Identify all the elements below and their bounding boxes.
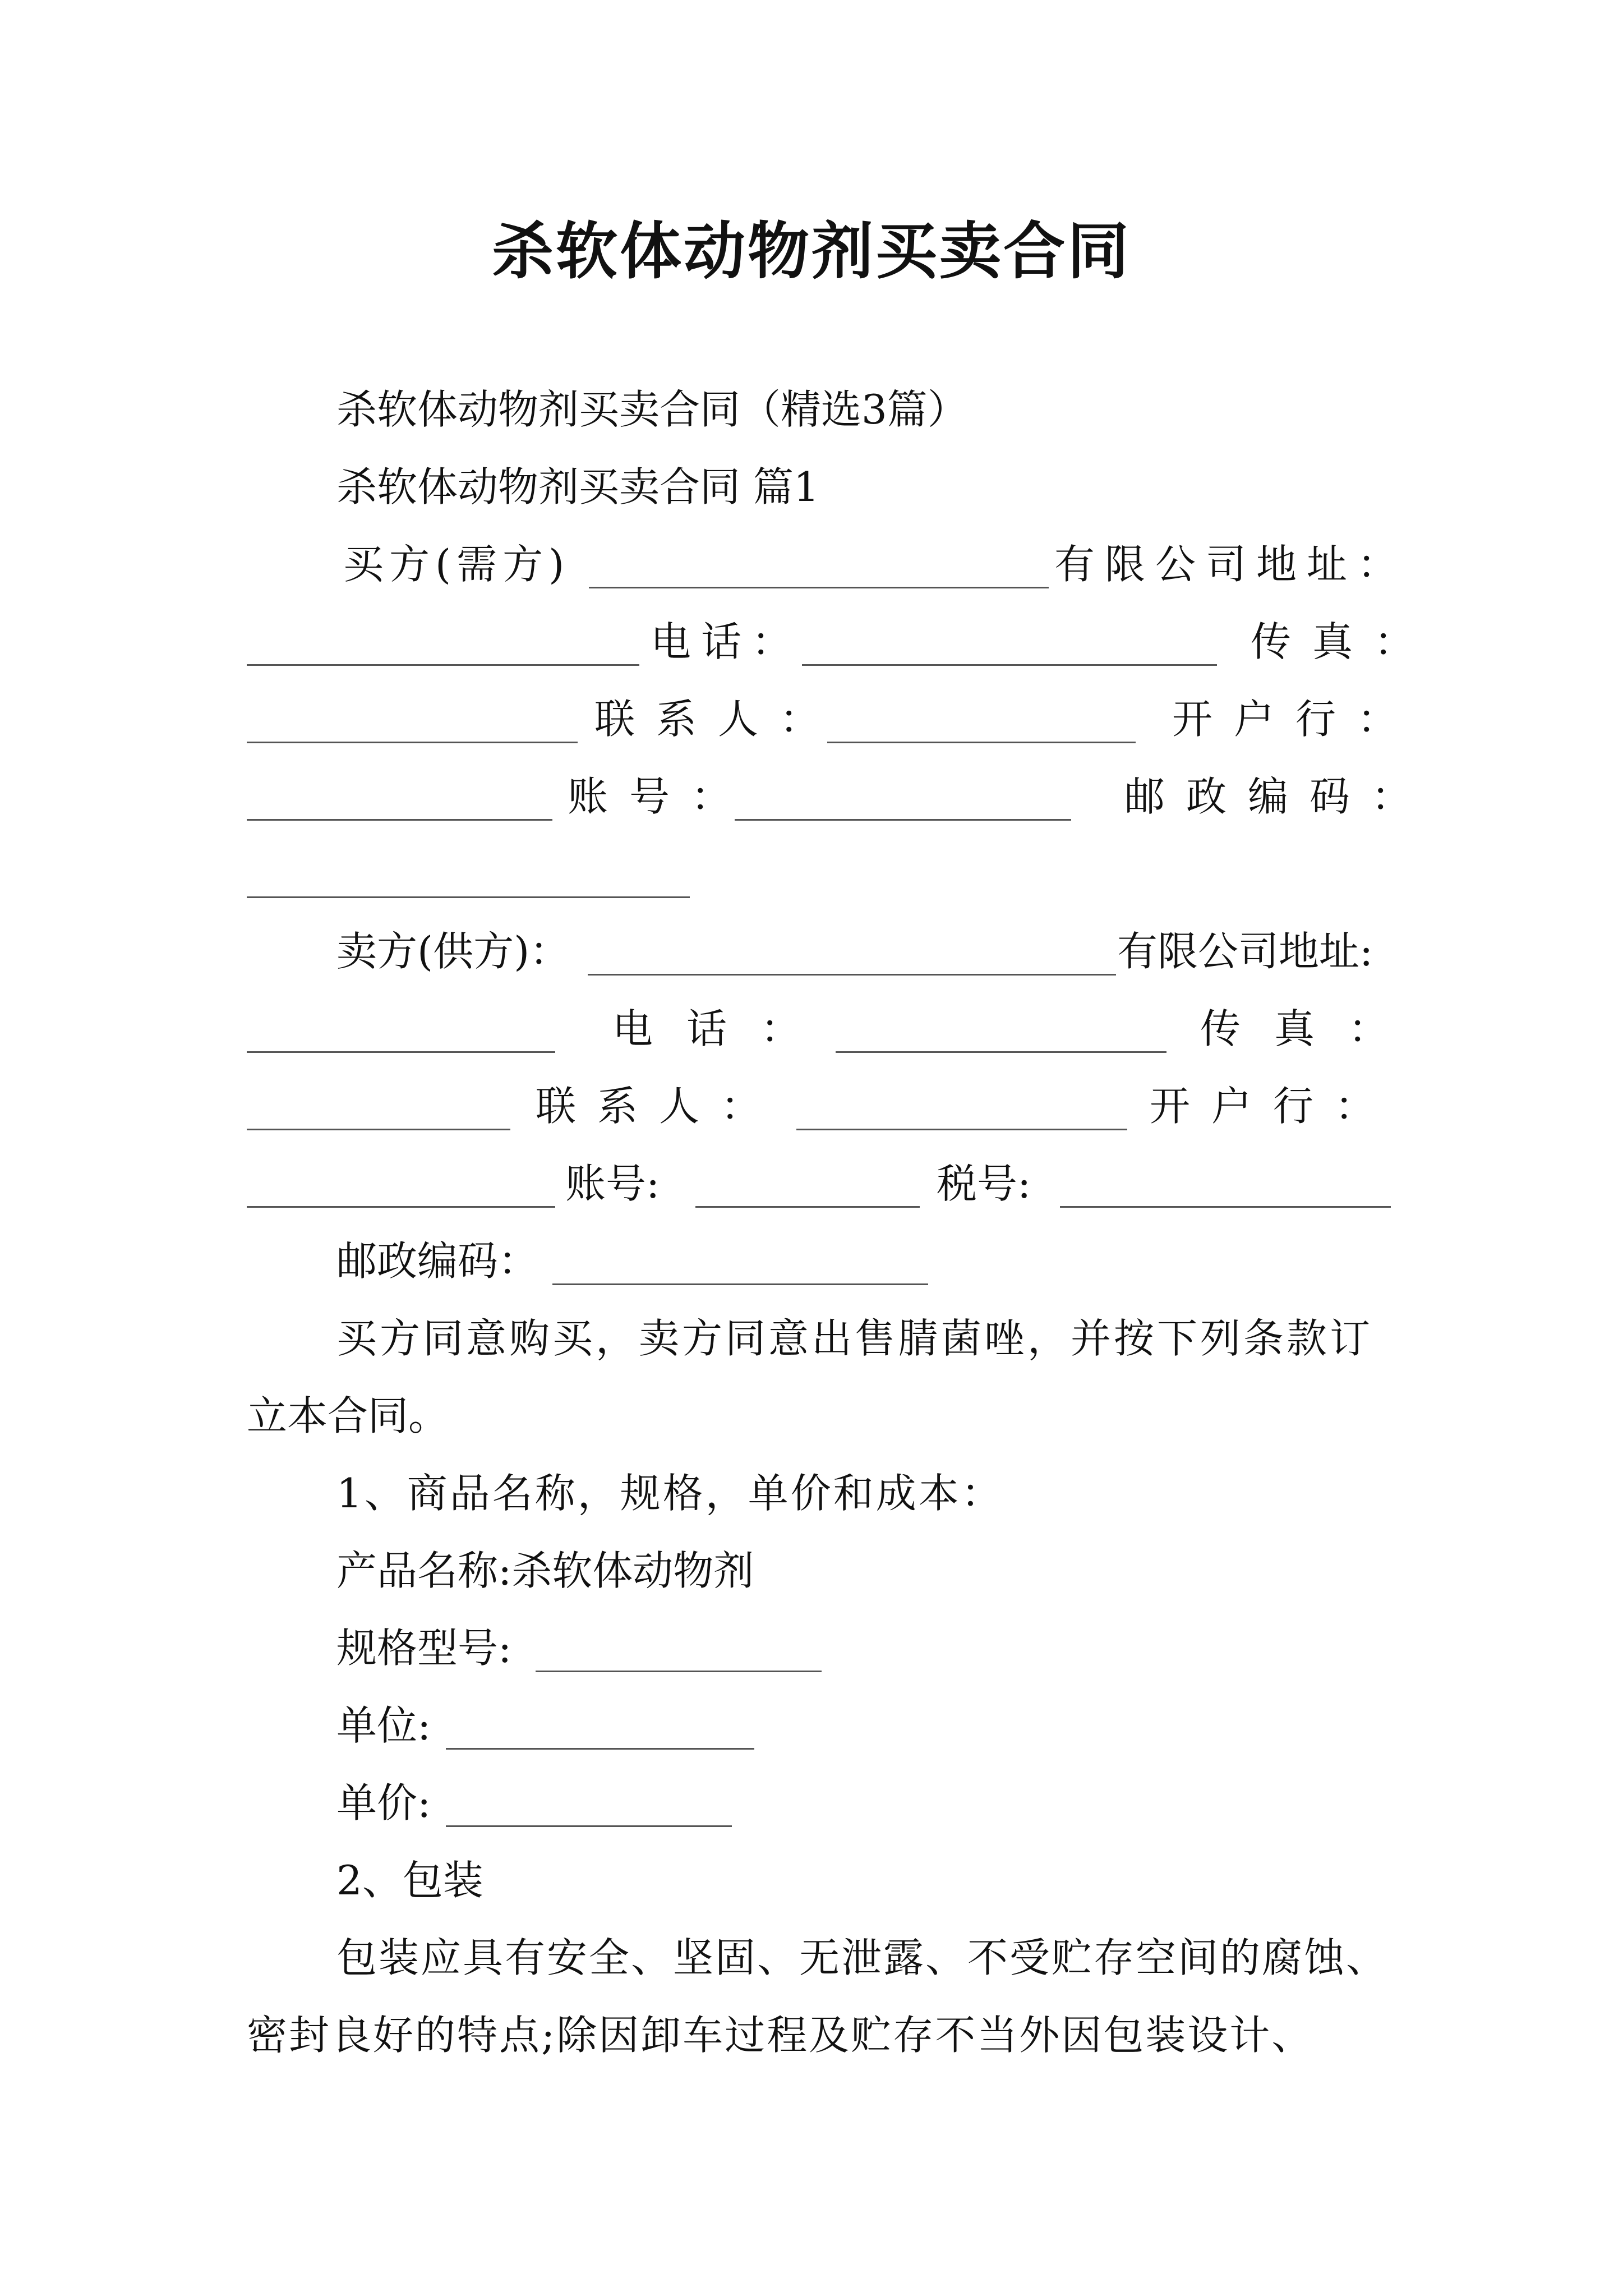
- seller-bank-blank: [247, 1206, 555, 1208]
- seller-contact-blank: [796, 1129, 1127, 1130]
- buyer-name-blank: [589, 587, 1049, 588]
- spec-label: 规格型号:: [336, 1625, 512, 1672]
- buyer-account-blank: [735, 819, 1071, 821]
- seller-fax-label: 传真：: [1200, 1005, 1423, 1052]
- buyer-postcode-label: 邮政编码：: [1124, 773, 1433, 820]
- buyer-contact-blank: [827, 742, 1136, 743]
- section-heading: 杀软体动物剂买卖合同 篇1: [336, 463, 819, 510]
- price-blank: [446, 1825, 732, 1827]
- seller-tax-blank: [1060, 1206, 1391, 1208]
- buyer-address-label: 有限公司地址：: [1054, 541, 1408, 588]
- buyer-phone-blank: [802, 664, 1217, 666]
- seller-postcode-label: 邮政编码：: [336, 1237, 539, 1285]
- seller-phone-blank: [836, 1051, 1166, 1053]
- product-name-line: 产品名称:杀软体动物剂: [336, 1547, 754, 1594]
- clause2-text-line2: 密封良好的特点;除因卸车过程及贮存不当外因包装设计、: [247, 2012, 1314, 2059]
- seller-postcode-blank: [552, 1283, 928, 1285]
- buyer-party-label: 买方(需方): [343, 541, 570, 588]
- seller-contact-label: 联系人：: [536, 1083, 783, 1130]
- seller-tax-label: 税号:: [937, 1160, 1031, 1207]
- buyer-phone-label: 电话：: [651, 618, 803, 665]
- seller-account-blank: [695, 1206, 920, 1208]
- buyer-bank-blank: [247, 819, 552, 821]
- seller-party-label: 卖方(供方)：: [336, 928, 570, 975]
- buyer-postcode-blank: [247, 896, 690, 898]
- clause2-text-line1: 包装应具有安全、坚固、无泄露、不受贮存空间的腐蚀、: [336, 1934, 1389, 1981]
- page-title: 杀软体动物剂买卖合同: [492, 215, 1131, 287]
- buyer-contact-label: 联系人：: [594, 696, 842, 743]
- agreement-text-line1: 买方同意购买，卖方同意出售腈菌唑，并按下列条款订: [336, 1315, 1373, 1362]
- clause2-heading: 2、包装: [336, 1857, 483, 1904]
- buyer-bank-label: 开户行：: [1172, 696, 1419, 743]
- clause1-heading: 1、商品名称，规格，单价和成本：: [336, 1470, 1004, 1517]
- seller-name-blank: [588, 974, 1116, 976]
- buyer-fax-blank: [247, 742, 578, 743]
- seller-phone-label: 电话：: [612, 1005, 835, 1052]
- price-label: 单价:: [336, 1779, 431, 1826]
- buyer-account-label: 账号：: [568, 773, 753, 820]
- seller-account-label: 账号:: [565, 1160, 660, 1207]
- seller-fax-blank: [247, 1129, 510, 1130]
- unit-blank: [446, 1748, 754, 1750]
- buyer-address-blank: [247, 664, 639, 666]
- document-subtitle: 杀软体动物剂买卖合同（精选3篇）: [336, 386, 968, 433]
- unit-label: 单位:: [336, 1702, 431, 1749]
- spec-blank: [536, 1671, 822, 1672]
- seller-bank-label: 开户行：: [1150, 1083, 1397, 1130]
- seller-address-blank: [247, 1051, 555, 1053]
- seller-address-label: 有限公司地址:: [1117, 928, 1373, 975]
- buyer-fax-label: 传真：: [1251, 618, 1436, 665]
- agreement-text-line2: 立本合同。: [247, 1392, 449, 1439]
